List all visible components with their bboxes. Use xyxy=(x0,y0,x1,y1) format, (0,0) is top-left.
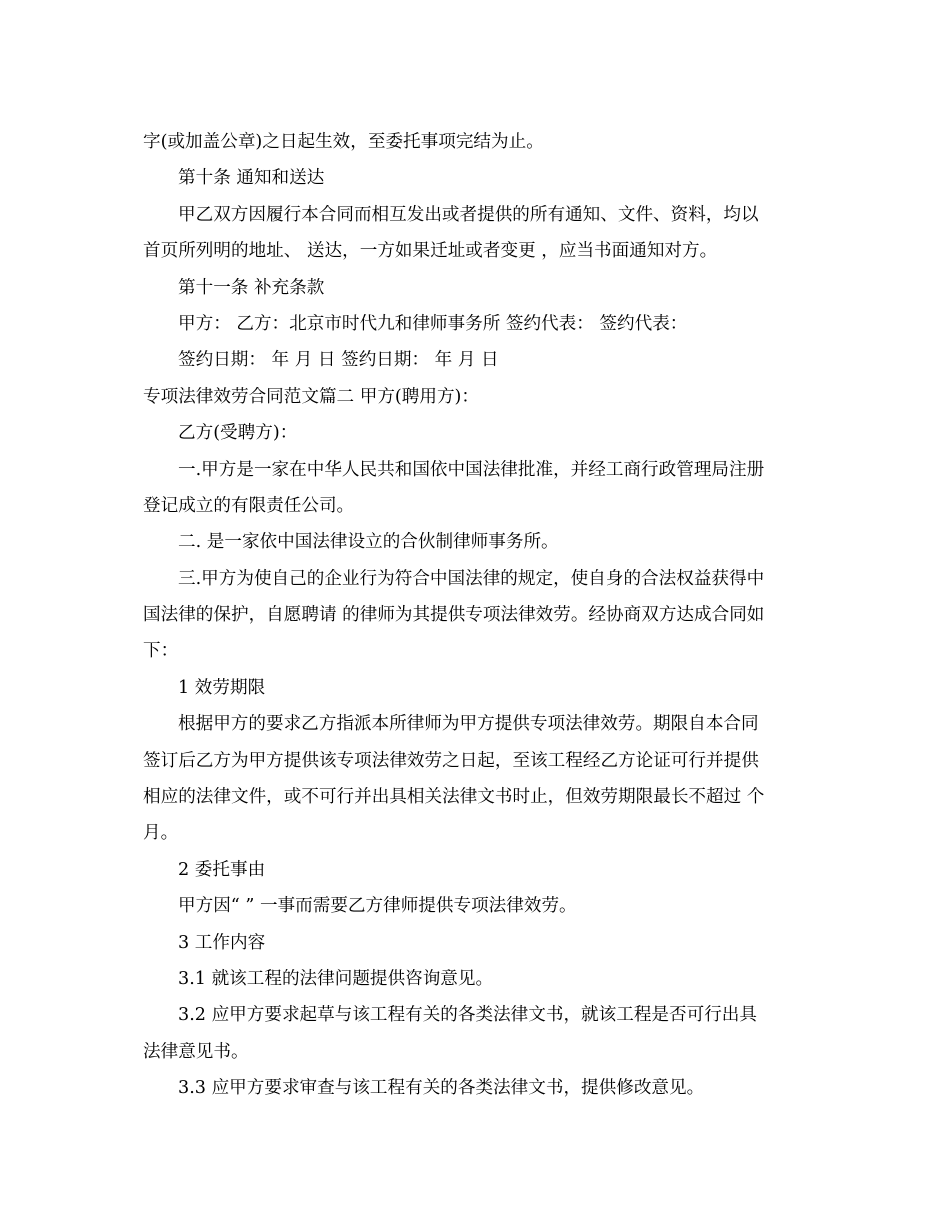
section-heading: 1 效劳期限 xyxy=(178,677,266,698)
document-title: 专项法律效劳合同范文篇二 甲方(聘用方)： xyxy=(143,386,480,407)
text-line: 甲乙双方因履行本合同而相互发出或者提供的所有通知、文件、资料，均以 xyxy=(178,204,759,225)
text-line: 一.甲方是一家在中华人民共和国依中国法律批准，并经工商行政管理局注册 xyxy=(178,459,765,480)
party-line: 乙方(受聘方)： xyxy=(178,423,298,444)
signature-line: 甲方： 乙方：北京市时代九和律师事务所 签约代表： 签约代表： xyxy=(178,313,688,334)
document-body xyxy=(143,124,803,1107)
signature-date-line: 签约日期： 年 月 日 签约日期： 年 月 日 xyxy=(178,350,499,371)
clause-item: 3.2 应甲方要求起草与该工程有关的各类法律文书，就该工程是否可行出具 xyxy=(178,1005,757,1026)
text-line: 国法律的保护，自愿聘请 的律师为其提供专项法律效劳。经协商双方达成合同如 xyxy=(143,605,765,626)
text-line: 根据甲方的要求乙方指派本所律师为甲方提供专项法律效劳。期限自本合同 xyxy=(178,714,759,735)
text-line: 字(或加盖公章)之日起生效，至委托事项完结为止。 xyxy=(143,132,544,152)
text-line: 月。 xyxy=(143,823,179,844)
clause-item: 3.3 应甲方要求审查与该工程有关的各类法律文书，提供修改意见。 xyxy=(178,1078,705,1099)
text-line: 签订后乙方为甲方提供该专项法律效劳之日起，至该工程经乙方论证可行并提供 xyxy=(143,750,759,771)
text-line: 相应的法律文件，或不可行并出具相关法律文书时止，但效劳期限最长不超过 个 xyxy=(143,787,765,808)
section-heading: 3 工作内容 xyxy=(178,932,266,953)
text-line: 二. 是一家依中国法律设立的合伙制律师事务所。 xyxy=(178,532,559,553)
clause-item: 3.1 就该工程的法律问题提供咨询意见。 xyxy=(178,968,494,989)
section-heading: 2 委托事由 xyxy=(178,859,266,880)
text-line: 法律意见书。 xyxy=(143,1041,249,1062)
text-line: 甲方因“ ” 一事而需要乙方律师提供专项法律效劳。 xyxy=(178,896,577,917)
text-line: 下： xyxy=(143,641,179,662)
text-line: 登记成立的有限责任公司。 xyxy=(143,495,355,516)
text-line: 三.甲方为使自己的企业行为符合中国法律的规定，使自身的合法权益获得中 xyxy=(178,568,765,589)
section-heading: 第十一条 补充条款 xyxy=(178,277,325,298)
section-heading: 第十条 通知和送达 xyxy=(178,168,325,189)
text-line: 首页所列明的地址、 送达，一方如果迁址或者变更 ，应当书面通知对方。 xyxy=(143,241,718,262)
